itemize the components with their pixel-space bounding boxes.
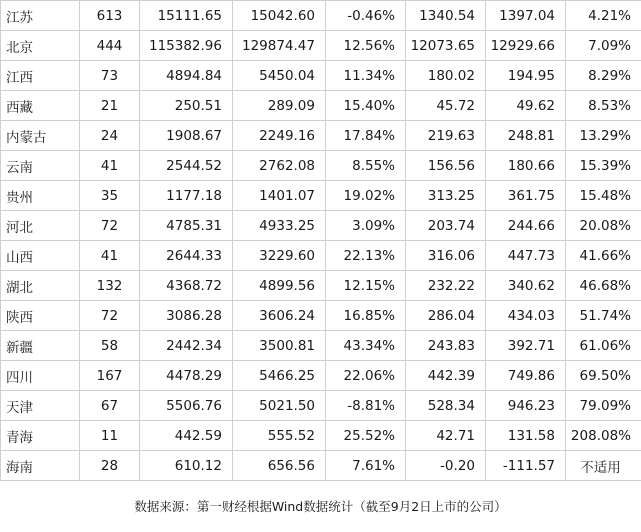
cell-province: 北京	[1, 31, 80, 61]
cell-province: 贵州	[1, 181, 80, 211]
cell-company-count: 444	[80, 31, 140, 61]
cell-value-d: 1397.04	[486, 1, 566, 31]
cell-value-c: 1340.54	[406, 1, 486, 31]
cell-value-a: 4894.84	[140, 61, 233, 91]
cell-value-d: 194.95	[486, 61, 566, 91]
cell-value-c: 45.72	[406, 91, 486, 121]
cell-value-d: 392.71	[486, 331, 566, 361]
cell-change-pct-1: 19.02%	[326, 181, 406, 211]
cell-value-c: 528.34	[406, 391, 486, 421]
cell-change-pct-1: 7.61%	[326, 451, 406, 481]
cell-value-d: 340.62	[486, 271, 566, 301]
cell-value-c: 313.25	[406, 181, 486, 211]
cell-change-pct-1: 12.56%	[326, 31, 406, 61]
cell-change-pct-2: 208.08%	[566, 421, 641, 451]
table-row	[1, 331, 641, 361]
cell-province: 陕西	[1, 301, 80, 331]
cell-value-d: 361.75	[486, 181, 566, 211]
data-source-footnote: 数据来源：第一财经根据Wind数据统计（截至9月2日上市的公司）	[134, 499, 507, 514]
cell-value-c: 243.83	[406, 331, 486, 361]
cell-value-a: 5506.76	[140, 391, 233, 421]
table-row	[1, 151, 641, 181]
table-row	[1, 361, 641, 391]
cell-company-count: 167	[80, 361, 140, 391]
cell-change-pct-2: 61.06%	[566, 331, 641, 361]
cell-value-d: 946.23	[486, 391, 566, 421]
cell-value-c: 42.71	[406, 421, 486, 451]
cell-value-c: 286.04	[406, 301, 486, 331]
cell-province: 湖北	[1, 271, 80, 301]
table-row	[1, 1, 641, 31]
cell-value-b: 2762.08	[233, 151, 326, 181]
cell-province: 四川	[1, 361, 80, 391]
cell-province: 内蒙古	[1, 121, 80, 151]
cell-province: 天津	[1, 391, 80, 421]
table-row	[1, 181, 641, 211]
cell-value-a: 442.59	[140, 421, 233, 451]
cell-change-pct-1: 11.34%	[326, 61, 406, 91]
table-row	[1, 91, 641, 121]
cell-value-d: 131.58	[486, 421, 566, 451]
cell-change-pct-2: 15.39%	[566, 151, 641, 181]
cell-value-b: 3229.60	[233, 241, 326, 271]
cell-change-pct-1: -0.46%	[326, 1, 406, 31]
cell-value-b: 5450.04	[233, 61, 326, 91]
cell-value-b: 289.09	[233, 91, 326, 121]
cell-company-count: 73	[80, 61, 140, 91]
cell-value-c: 203.74	[406, 211, 486, 241]
cell-company-count: 132	[80, 271, 140, 301]
table-row	[1, 241, 641, 271]
cell-value-d: 749.86	[486, 361, 566, 391]
cell-value-d: 244.66	[486, 211, 566, 241]
cell-change-pct-1: 25.52%	[326, 421, 406, 451]
cell-company-count: 24	[80, 121, 140, 151]
cell-company-count: 58	[80, 331, 140, 361]
cell-value-d: 447.73	[486, 241, 566, 271]
cell-change-pct-1: 16.85%	[326, 301, 406, 331]
cell-value-b: 129874.47	[233, 31, 326, 61]
cell-value-d: 434.03	[486, 301, 566, 331]
table-row	[1, 121, 641, 151]
cell-company-count: 613	[80, 1, 140, 31]
cell-change-pct-1: 22.13%	[326, 241, 406, 271]
cell-value-a: 2544.52	[140, 151, 233, 181]
cell-change-pct-1: 8.55%	[326, 151, 406, 181]
cell-change-pct-2: 51.74%	[566, 301, 641, 331]
cell-value-b: 3606.24	[233, 301, 326, 331]
cell-value-c: 180.02	[406, 61, 486, 91]
cell-change-pct-2: 41.66%	[566, 241, 641, 271]
cell-value-b: 15042.60	[233, 1, 326, 31]
cell-value-a: 3086.28	[140, 301, 233, 331]
cell-change-pct-2: 不适用	[566, 451, 641, 481]
table-row	[1, 391, 641, 421]
cell-value-c: 156.56	[406, 151, 486, 181]
cell-value-b: 1401.07	[233, 181, 326, 211]
cell-value-a: 115382.96	[140, 31, 233, 61]
cell-value-a: 2442.34	[140, 331, 233, 361]
cell-value-c: 232.22	[406, 271, 486, 301]
cell-value-b: 555.52	[233, 421, 326, 451]
cell-change-pct-2: 7.09%	[566, 31, 641, 61]
cell-value-d: -111.57	[486, 451, 566, 481]
cell-province: 海南	[1, 451, 80, 481]
cell-value-a: 15111.65	[140, 1, 233, 31]
cell-value-a: 4785.31	[140, 211, 233, 241]
cell-change-pct-1: 3.09%	[326, 211, 406, 241]
cell-value-a: 610.12	[140, 451, 233, 481]
cell-province: 河北	[1, 211, 80, 241]
cell-value-c: 12073.65	[406, 31, 486, 61]
cell-change-pct-2: 69.50%	[566, 361, 641, 391]
cell-value-b: 4933.25	[233, 211, 326, 241]
cell-value-b: 4899.56	[233, 271, 326, 301]
cell-value-c: 219.63	[406, 121, 486, 151]
cell-value-a: 250.51	[140, 91, 233, 121]
cell-change-pct-1: 12.15%	[326, 271, 406, 301]
table-row	[1, 421, 641, 451]
table-body	[1, 1, 641, 481]
cell-company-count: 21	[80, 91, 140, 121]
cell-province: 江西	[1, 61, 80, 91]
cell-company-count: 72	[80, 211, 140, 241]
cell-province: 新疆	[1, 331, 80, 361]
table-row	[1, 301, 641, 331]
cell-change-pct-1: -8.81%	[326, 391, 406, 421]
cell-value-c: 442.39	[406, 361, 486, 391]
table-row	[1, 451, 641, 481]
cell-change-pct-1: 22.06%	[326, 361, 406, 391]
cell-change-pct-2: 15.48%	[566, 181, 641, 211]
cell-change-pct-2: 8.53%	[566, 91, 641, 121]
cell-change-pct-2: 20.08%	[566, 211, 641, 241]
cell-value-b: 5021.50	[233, 391, 326, 421]
cell-province: 山西	[1, 241, 80, 271]
table-row	[1, 271, 641, 301]
cell-value-d: 49.62	[486, 91, 566, 121]
cell-value-a: 1177.18	[140, 181, 233, 211]
cell-value-b: 5466.25	[233, 361, 326, 391]
cell-company-count: 11	[80, 421, 140, 451]
cell-change-pct-2: 8.29%	[566, 61, 641, 91]
cell-value-b: 656.56	[233, 451, 326, 481]
cell-value-b: 2249.16	[233, 121, 326, 151]
table-row	[1, 211, 641, 241]
cell-value-d: 248.81	[486, 121, 566, 151]
cell-value-a: 2644.33	[140, 241, 233, 271]
table-row	[1, 61, 641, 91]
cell-province: 西藏	[1, 91, 80, 121]
cell-change-pct-1: 17.84%	[326, 121, 406, 151]
cell-value-a: 4368.72	[140, 271, 233, 301]
cell-company-count: 41	[80, 241, 140, 271]
cell-value-c: -0.20	[406, 451, 486, 481]
cell-change-pct-2: 79.09%	[566, 391, 641, 421]
cell-company-count: 67	[80, 391, 140, 421]
cell-value-b: 3500.81	[233, 331, 326, 361]
cell-change-pct-2: 4.21%	[566, 1, 641, 31]
cell-company-count: 35	[80, 181, 140, 211]
cell-change-pct-2: 46.68%	[566, 271, 641, 301]
cell-company-count: 41	[80, 151, 140, 181]
cell-value-d: 180.66	[486, 151, 566, 181]
cell-change-pct-1: 43.34%	[326, 331, 406, 361]
cell-value-c: 316.06	[406, 241, 486, 271]
cell-province: 江苏	[1, 1, 80, 31]
cell-value-a: 1908.67	[140, 121, 233, 151]
cell-company-count: 28	[80, 451, 140, 481]
cell-province: 青海	[1, 421, 80, 451]
cell-company-count: 72	[80, 301, 140, 331]
cell-value-a: 4478.29	[140, 361, 233, 391]
cell-change-pct-1: 15.40%	[326, 91, 406, 121]
cell-value-d: 12929.66	[486, 31, 566, 61]
cell-province: 云南	[1, 151, 80, 181]
table-row	[1, 31, 641, 61]
cell-change-pct-2: 13.29%	[566, 121, 641, 151]
